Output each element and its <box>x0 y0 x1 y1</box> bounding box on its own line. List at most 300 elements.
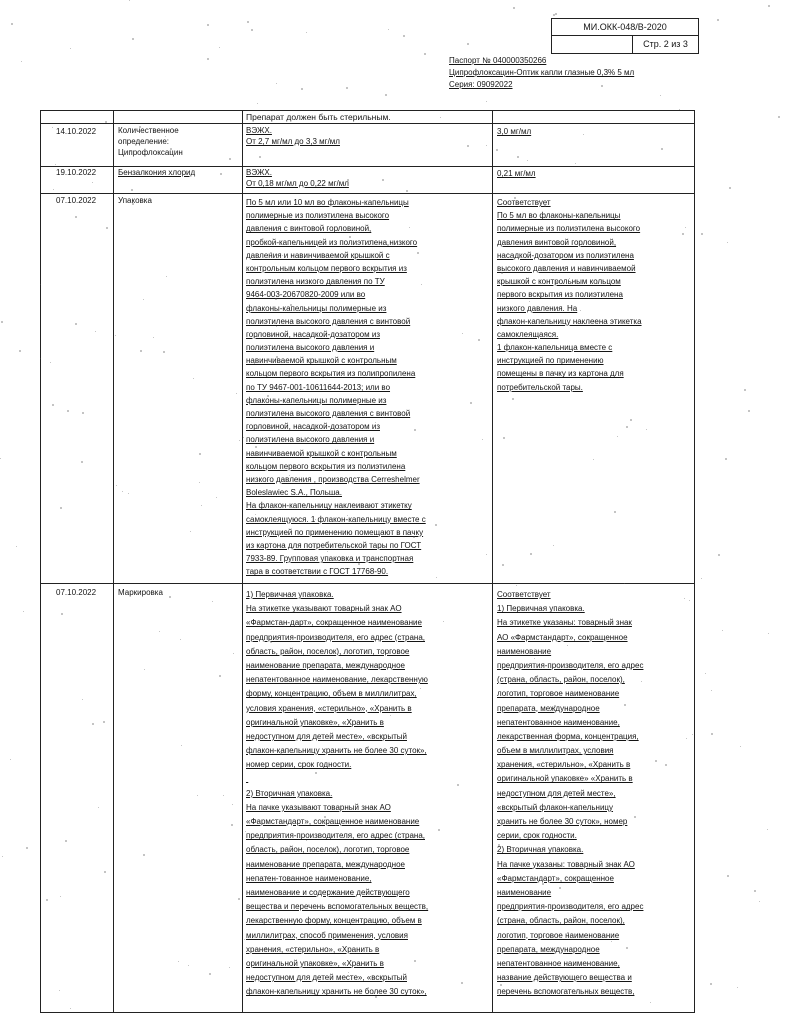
text-line: предприятия-производителя, его адрес <box>497 660 644 670</box>
speckle <box>744 389 746 391</box>
row1-result: 3,0 мг/мл <box>497 127 532 136</box>
speckle <box>190 531 191 532</box>
speckle <box>346 87 348 89</box>
speckle <box>132 38 134 40</box>
speckle <box>70 48 71 49</box>
text-line: горловиной, насадкой-дозатором из <box>246 422 380 432</box>
speckle <box>212 601 213 602</box>
text-line: первого вскрытия из полиэтилена <box>497 290 623 300</box>
speckle <box>722 630 723 631</box>
speckle <box>233 653 234 654</box>
speckle <box>567 932 569 934</box>
speckle <box>601 873 602 874</box>
speckle <box>207 58 209 60</box>
speckle <box>438 829 440 831</box>
speckle <box>128 493 129 494</box>
speckle <box>301 88 303 90</box>
text-line: «вскрытый флакон-капельницу <box>497 802 614 812</box>
speckle <box>207 24 209 26</box>
speckle <box>483 64 484 65</box>
row2-test: Бензалкония хлорид <box>118 168 196 177</box>
speckle <box>555 710 556 711</box>
speckle <box>606 749 608 751</box>
passport-series: Серия: 09092022 <box>449 80 513 89</box>
speckle <box>767 829 768 830</box>
text-line: пробкой-капельницей из полиэтилена низкого <box>246 237 418 247</box>
text-line: препарата, международное <box>497 703 600 713</box>
speckle <box>405 906 406 907</box>
text-line: 1 флакон-капельница вместе с <box>497 343 613 353</box>
speckle <box>209 973 211 975</box>
speckle <box>65 840 67 842</box>
speckle <box>409 227 410 228</box>
speckle <box>421 284 422 285</box>
speckle <box>223 795 224 796</box>
speckle <box>583 134 584 135</box>
speckle <box>711 733 713 735</box>
speckle <box>239 440 240 441</box>
speckle <box>329 228 330 229</box>
speckle <box>105 121 107 123</box>
text-line: полиэтилена высокого давления с винтовой <box>246 316 411 326</box>
speckle <box>163 351 165 353</box>
speckle <box>315 772 317 774</box>
speckle <box>467 43 469 45</box>
speckle <box>486 145 487 146</box>
speckle <box>496 149 498 151</box>
text-line: низкого давления. На <box>497 303 578 313</box>
speckle <box>92 182 93 183</box>
row4-date: 07.10.2022 <box>56 588 97 597</box>
text-line: тара в соответствии с ГОСТ 17768-90. <box>246 567 389 577</box>
speckle <box>251 29 253 31</box>
text-line: форму, концентрацию, объем в миллилитрах, <box>246 689 417 699</box>
speckle <box>60 896 61 897</box>
speckle <box>555 281 557 283</box>
speckle <box>617 436 618 437</box>
speckle <box>689 600 690 601</box>
speckle <box>358 563 360 565</box>
speckle <box>482 439 483 440</box>
speckle <box>201 505 202 506</box>
text-line: Соответствует <box>497 590 551 599</box>
speckle <box>16 546 17 547</box>
speckle <box>169 596 171 598</box>
speckle <box>711 690 712 691</box>
speckle <box>26 847 28 849</box>
speckle <box>236 393 237 394</box>
speckle <box>106 227 108 229</box>
row3-result <box>497 196 642 394</box>
speckle <box>369 240 371 242</box>
speckle <box>614 511 616 513</box>
speckle <box>255 446 257 448</box>
doc-code: МИ.ОКК-048/В-2020 <box>552 19 698 36</box>
speckle <box>679 109 680 110</box>
speckle <box>443 621 444 622</box>
text-line: предприятия-производителя, его адрес <box>497 902 644 912</box>
text-line: навинчиваемой крышкой с контрольным <box>246 448 397 458</box>
speckle <box>440 117 441 118</box>
row2-requirement: ВЭЖХ. От 0,18 мг/мл до 0,22 мг/мл <box>246 168 349 188</box>
text-line: «Фармстандарт», сокращенное наименование <box>246 817 420 826</box>
speckle <box>257 103 258 104</box>
speckle <box>140 350 142 352</box>
text-line: объем в миллилитрах, условия <box>497 746 614 756</box>
text-line: низкого давления , производства Cerreshelmer <box>246 474 420 484</box>
text-line: область, район, поселок), логотип, торговое <box>246 646 410 656</box>
text-line: непатентованное наименование, <box>497 717 620 727</box>
speckle <box>199 482 200 483</box>
text-line: оригинальной упаковке», «Хранить в <box>246 717 384 727</box>
speckle <box>646 429 647 430</box>
text-line: 2) Вторичная упаковка. <box>497 845 584 855</box>
speckle <box>414 960 416 962</box>
speckle <box>759 901 760 902</box>
speckle <box>308 698 309 699</box>
speckle <box>306 840 307 841</box>
speckle <box>50 362 51 363</box>
text-line: из картона для потребительской тары по ГОСТ <box>246 540 422 550</box>
speckle <box>407 242 408 243</box>
speckle <box>2 856 3 857</box>
speckle <box>301 805 302 806</box>
speckle <box>527 160 528 161</box>
text-line: препарата, международное <box>497 944 600 954</box>
doc-code-box <box>551 18 699 54</box>
text-line: 7933-89. Групповая упаковка и транспортная <box>246 554 414 564</box>
text-line: На пачке указывают товарный знак АО <box>246 802 391 812</box>
text-line: давления и навинчиваемой крышкой с <box>246 250 390 260</box>
speckle <box>181 745 182 746</box>
speckle <box>387 244 389 246</box>
text-line: самоклеящуюся. 1 флакон-капельницу вместе с <box>246 514 426 524</box>
text-line: (страна, область, район, поселок), <box>497 916 625 926</box>
speckle <box>580 310 581 311</box>
speckle <box>266 877 268 879</box>
speckle <box>388 29 389 30</box>
speckle <box>502 564 504 566</box>
speckle <box>254 363 255 364</box>
text-line: давления винтовой горловиной, <box>497 237 617 247</box>
text-line: недоступном для детей месте», «вскрытый <box>246 973 407 983</box>
row4-test: Маркировка <box>118 588 163 597</box>
speckle <box>574 280 575 281</box>
speckle <box>601 85 603 87</box>
text-line: полимерные из полиэтилена высокого <box>246 211 390 221</box>
speckle <box>701 578 702 579</box>
text-line: кольцом первого вскрытия из полиэтилена <box>246 461 406 471</box>
speckle <box>413 536 415 538</box>
speckle <box>159 631 160 632</box>
text-line: недоступном для детей месте», «вскрытый <box>246 731 407 741</box>
speckle <box>243 437 244 438</box>
speckle <box>630 419 632 421</box>
text-line: давления с винтовой горловиной, <box>246 224 372 234</box>
speckle <box>115 335 116 336</box>
text-line: хранения, «стерильно», «Хранить в <box>246 944 380 954</box>
text-line: насадкой-дозатором из полиэтилена <box>497 250 634 260</box>
speckle <box>296 549 297 550</box>
speckle <box>544 205 546 207</box>
text-line: полиэтилена высокого давления с винтовой <box>246 409 411 418</box>
speckle <box>276 356 278 358</box>
speckle <box>143 854 145 856</box>
text-line: контрольным кольцом первого вскрытия из <box>246 263 407 273</box>
text-line: наименование <box>497 646 552 656</box>
speckle <box>129 0 130 1</box>
text-line: помещены в пачку из картона для <box>497 369 624 379</box>
speckle <box>229 158 231 160</box>
speckle <box>46 899 48 901</box>
text-line: наименование препарата, международное <box>246 859 405 869</box>
speckle <box>349 236 351 238</box>
speckle <box>282 596 283 597</box>
speckle <box>553 545 554 546</box>
speckle <box>626 426 628 428</box>
speckle <box>216 497 217 498</box>
text-line: полиэтилена высокого давления и <box>246 343 375 353</box>
speckle <box>104 871 106 873</box>
speckle <box>103 721 105 723</box>
speckle <box>199 453 201 455</box>
text-line: область, район, поселок), логотип, торговое <box>246 845 410 855</box>
speckle <box>306 32 307 33</box>
speckle <box>166 276 167 277</box>
speckle <box>67 410 69 412</box>
speckle <box>727 875 729 877</box>
speckle <box>247 21 249 23</box>
row1-requirement: ВЭЖХ. От 2,7 мг/мл до 3,3 мг/мл <box>246 126 340 146</box>
text-line: На этикетке указывают товарный знак АО <box>246 604 402 614</box>
speckle <box>316 669 317 670</box>
speckle <box>417 252 419 254</box>
speckle <box>414 429 416 431</box>
speckle <box>737 987 738 988</box>
speckle <box>569 278 570 279</box>
text-line: полиэтилена высокого давления и <box>246 435 375 445</box>
text-line: Соответствует <box>497 198 551 207</box>
speckle <box>188 965 189 966</box>
speckle <box>219 675 221 677</box>
row4-requirement <box>246 588 428 999</box>
speckle <box>40 284 41 285</box>
speckle <box>692 734 693 735</box>
speckle <box>499 994 500 995</box>
text-line: «Фармстан-дарт», сокращенное наименование <box>246 618 422 628</box>
speckle <box>70 1008 71 1009</box>
speckle <box>10 759 11 760</box>
text-line: полиэтилена низкого давления по ТУ <box>246 277 385 287</box>
speckle <box>347 179 349 181</box>
speckle <box>382 466 383 467</box>
row2-date: 19.10.2022 <box>56 168 97 177</box>
speckle <box>534 658 535 659</box>
speckle <box>327 551 328 552</box>
text-line: условия хранения, «стерильно», «Хранить в <box>246 703 412 713</box>
speckle <box>375 996 377 998</box>
text-line: «Фармстандарт», сокращенное <box>497 873 614 883</box>
text-line: самоклеящаяся. <box>497 329 559 339</box>
row3-date: 07.10.2022 <box>56 196 97 205</box>
text-line: наименование и содержание действующего <box>246 887 410 897</box>
speckle <box>665 764 667 766</box>
speckle <box>95 331 96 332</box>
speckle <box>486 554 487 555</box>
speckle <box>661 148 663 150</box>
speckle <box>778 116 780 118</box>
text-line: крышкой с контрольным кольцом <box>497 277 621 287</box>
text-line: хранить не более 30 суток», номер <box>497 817 628 826</box>
speckle <box>23 611 24 612</box>
speckle <box>328 117 329 118</box>
text-line: На этикетке указаны: товарный знак <box>497 618 632 628</box>
speckle <box>403 35 405 37</box>
speckle <box>725 458 727 460</box>
speckle <box>351 387 352 388</box>
speckle <box>685 227 686 228</box>
speckle <box>461 982 463 984</box>
speckle <box>467 145 469 147</box>
text-line: полимерные из полиэтилена высокого <box>497 224 641 234</box>
speckle <box>555 13 557 15</box>
speckle <box>143 299 144 300</box>
text-line: миллилитрах, способ применения, условия <box>246 930 408 940</box>
text-line: лекарственную форму, концентрацию, объем в <box>246 916 422 926</box>
speckle <box>575 163 576 164</box>
speckle <box>122 491 123 492</box>
speckle <box>53 189 54 190</box>
speckle <box>280 753 282 755</box>
text-line: горловиной, насадкой-дозатором из <box>246 329 380 339</box>
text-line: перечень вспомогательных веществ, <box>497 987 635 997</box>
speckle <box>559 887 561 889</box>
speckle <box>0 458 1 459</box>
speckle <box>624 583 625 584</box>
speckle <box>729 187 731 189</box>
speckle <box>501 272 503 274</box>
row1-date: 14.10.2022 <box>56 127 97 136</box>
speckle <box>347 515 348 516</box>
text-line: по ТУ 9467-001-10611644-2013; или во <box>246 382 391 392</box>
speckle <box>626 947 628 949</box>
speckle <box>180 639 181 640</box>
speckle <box>130 151 131 152</box>
text-line: предприятия-производителя, его адрес (страна, <box>246 831 425 841</box>
row3-test: Упаковка <box>118 196 152 205</box>
speckle <box>705 673 706 674</box>
text-line: кольцом первого вскрытия из полипропилена <box>246 369 416 379</box>
text-line: наименование препарата, международное <box>246 660 405 670</box>
speckle <box>686 738 687 739</box>
speckle <box>740 746 741 747</box>
speckle <box>641 681 642 682</box>
speckle <box>748 410 750 412</box>
text-line: 1) Первичная упаковка. <box>246 590 334 599</box>
speckle <box>529 301 530 302</box>
text-line: непатентованное наименование, лекарственную <box>246 675 428 685</box>
speckle <box>315 519 316 520</box>
speckle <box>244 939 245 940</box>
speckle <box>165 136 166 137</box>
speckle <box>276 326 277 327</box>
row4-result <box>497 588 643 999</box>
speckle <box>457 784 459 786</box>
speckle <box>611 941 612 942</box>
speckle <box>567 645 568 646</box>
speckle <box>193 378 194 379</box>
speckle <box>55 164 56 165</box>
text-line: На пачке указаны: товарный знак АО <box>497 859 635 869</box>
speckle <box>684 598 685 599</box>
text-line: номер серии, срок годности. <box>246 760 352 770</box>
speckle <box>144 669 145 670</box>
speckle <box>424 53 426 55</box>
text-line: По 5 мл во флаконы-капельницы <box>497 211 621 221</box>
speckle <box>754 890 756 892</box>
speckle <box>139 126 141 128</box>
speckle <box>329 560 330 561</box>
speckle <box>231 824 233 826</box>
text-line: логотип, торговое наименование <box>497 930 620 940</box>
speckle <box>289 475 290 476</box>
text-line: инструкцией по применению помещают в пачку <box>246 527 424 537</box>
speckle <box>19 350 21 352</box>
speckle <box>478 339 480 341</box>
speckle <box>270 641 272 643</box>
passport-info <box>449 55 634 91</box>
speckle <box>75 216 77 218</box>
speckle <box>60 507 62 509</box>
text-line: лекарственная форма, концентрация, <box>497 731 639 741</box>
speckle <box>275 298 277 300</box>
text-line: инструкцией по применению <box>497 356 604 366</box>
speckle <box>650 1002 651 1003</box>
speckle <box>270 252 272 254</box>
page-number: Стр. 2 из 3 <box>643 39 688 49</box>
speckle <box>219 47 220 48</box>
speckle <box>385 94 387 96</box>
speckle <box>420 688 421 689</box>
text-line: АО «Фармстандарт», сокращенное <box>497 632 628 642</box>
row1-test: Количественное определение: Ципрофлоксацин <box>118 126 183 157</box>
speckle <box>634 816 636 818</box>
speckle <box>554 705 556 707</box>
text-line: недоступном для детей месте», <box>497 788 616 798</box>
speckle <box>265 947 267 949</box>
speckle <box>593 459 594 460</box>
speckle <box>1 321 3 323</box>
speckle <box>768 5 770 7</box>
speckle <box>131 189 133 191</box>
table-header: Препарат должен быть стерильным. <box>246 112 391 122</box>
row2-result: 0,21 мг/мл <box>497 169 536 178</box>
speckle <box>500 984 502 986</box>
text-line: На флакон-капельницу наклеивают этикетку <box>246 501 412 511</box>
text-line: вещества и перечень вспомогательных веществ, <box>246 902 429 912</box>
speckle <box>436 577 437 578</box>
speckle <box>170 148 172 150</box>
passport-product: Ципрофлоксацин-Оптик капли глазные 0,3% 5 мл <box>449 68 635 77</box>
text-line: флаконы-капельницы полимерные из <box>246 303 387 313</box>
speckle <box>92 723 94 725</box>
speckle <box>324 816 326 818</box>
speckle <box>348 972 349 973</box>
text-line: непатен-тованное наименование, <box>246 873 372 883</box>
speckle <box>701 233 703 235</box>
speckle <box>553 14 555 16</box>
speckle <box>727 242 728 243</box>
